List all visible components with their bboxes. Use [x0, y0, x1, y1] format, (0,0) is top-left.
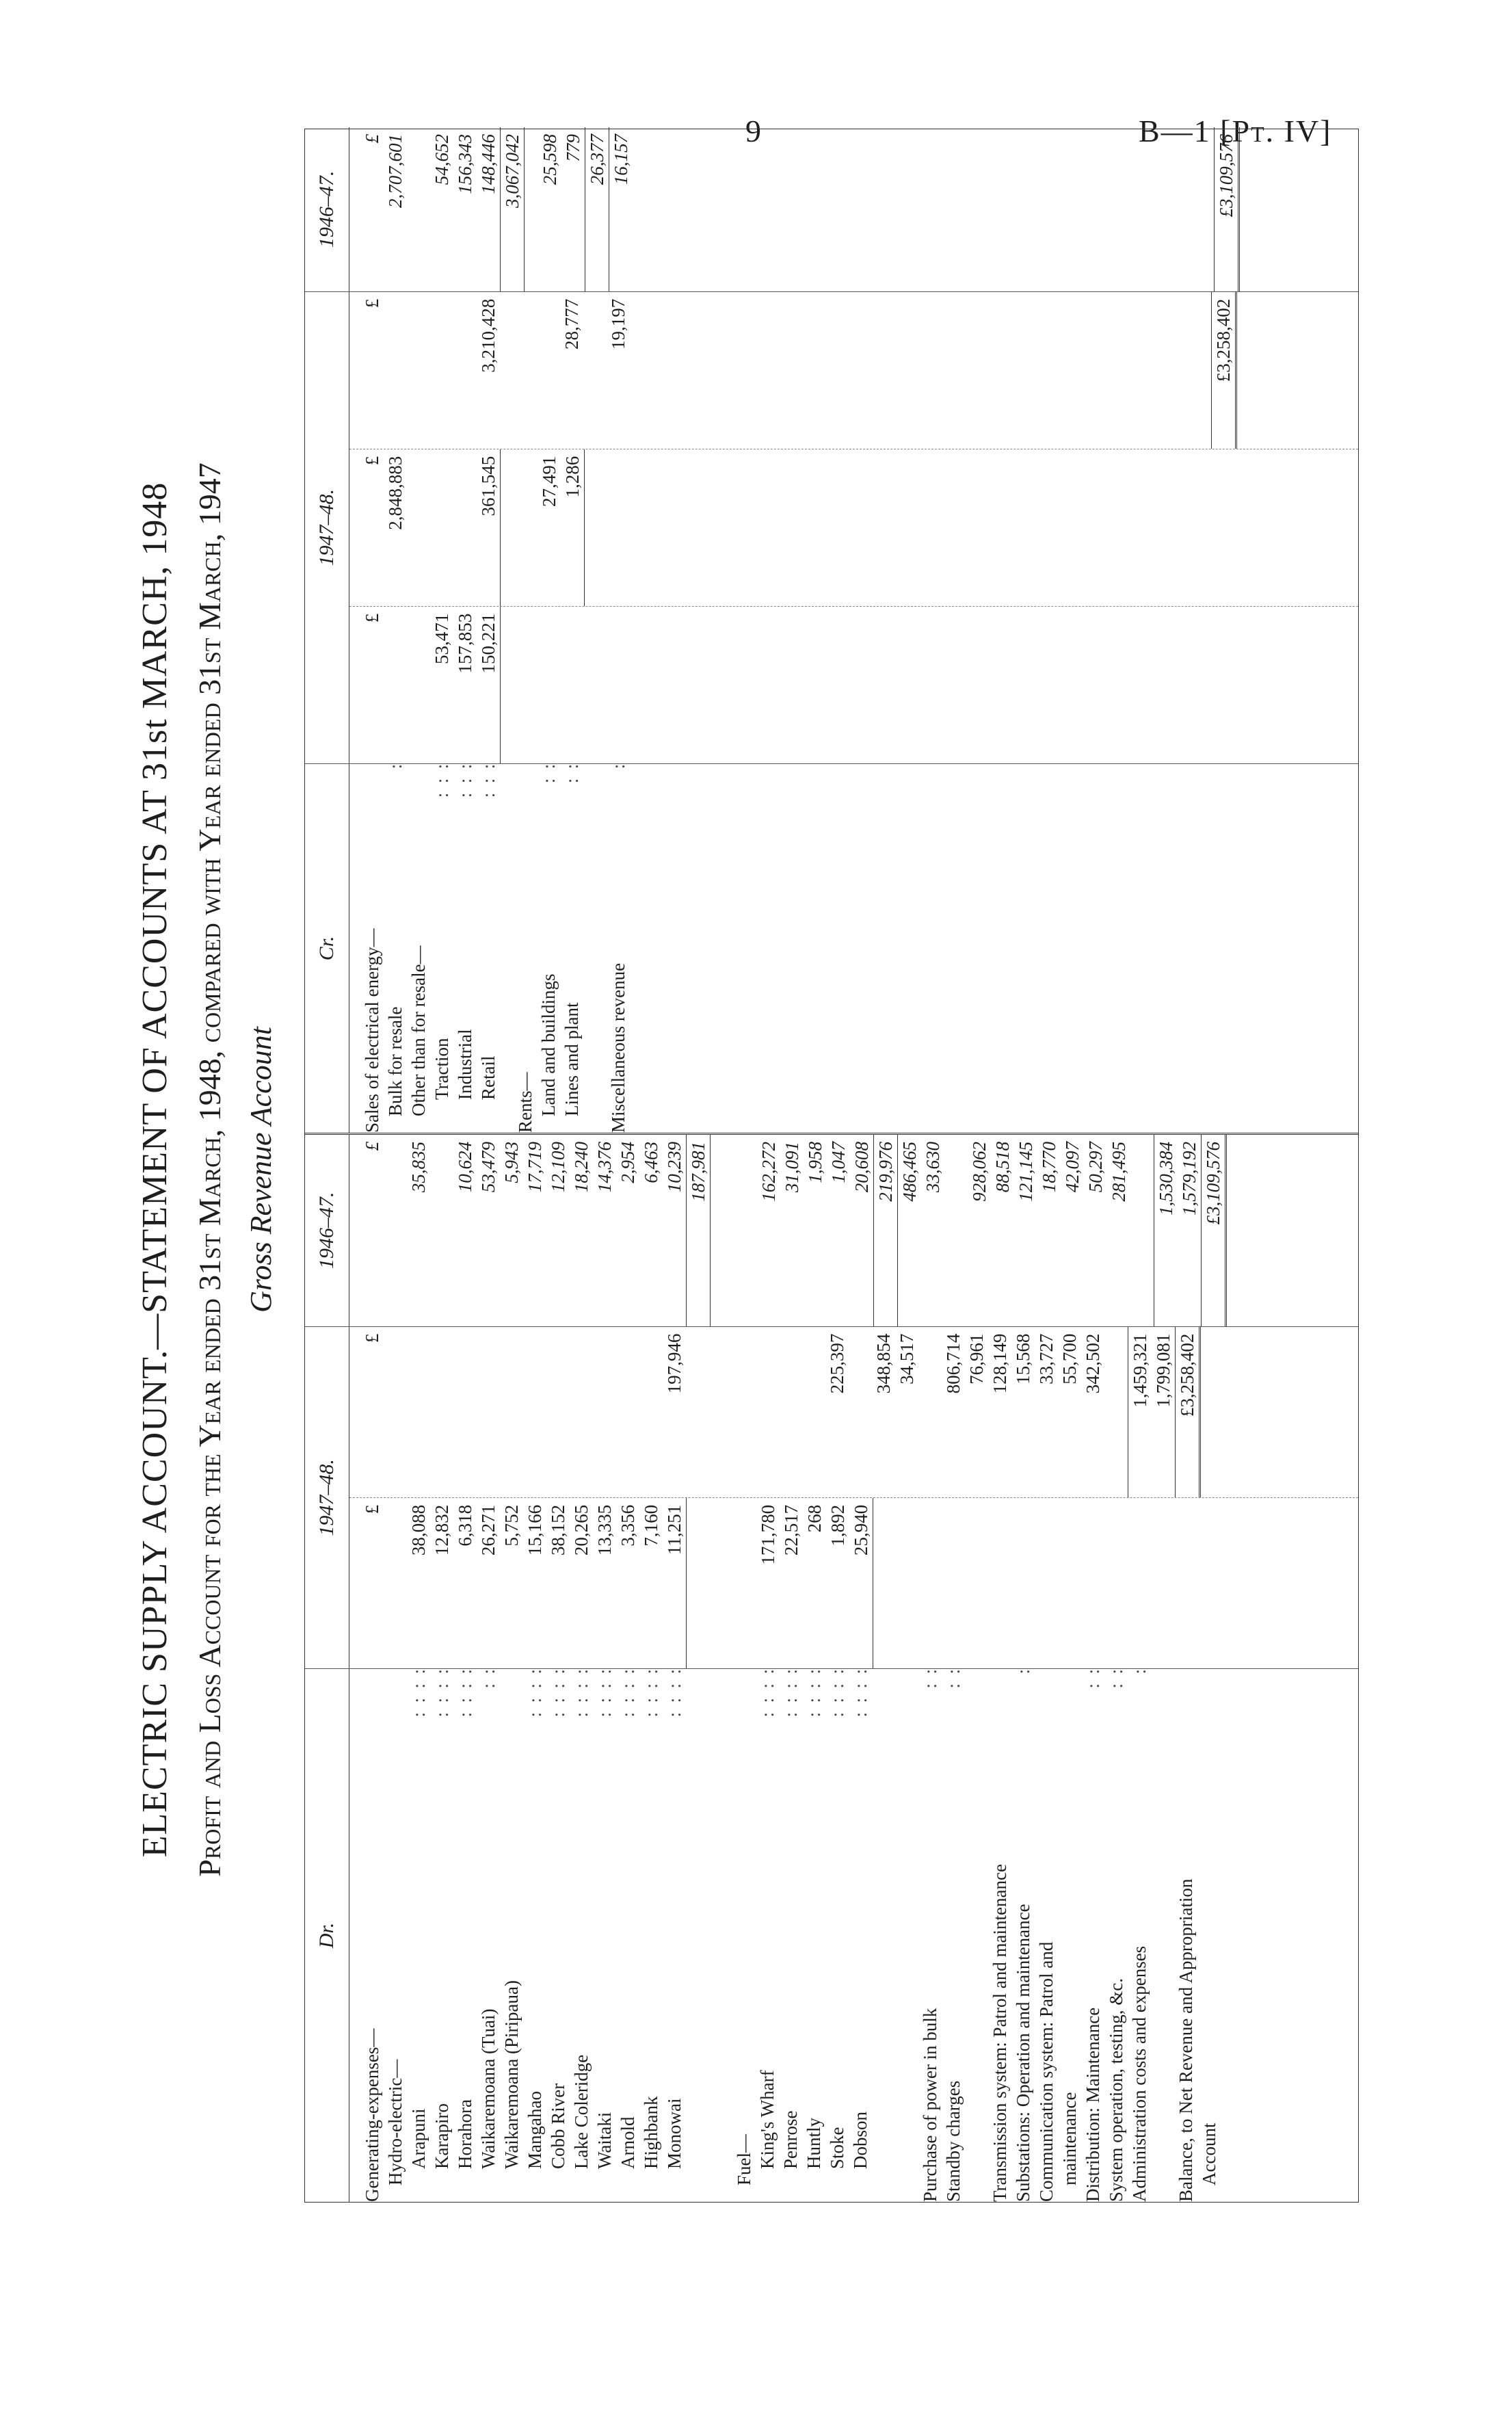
amount: 5,943	[501, 1142, 522, 1183]
fuel-total: 219,976	[874, 1135, 898, 1326]
dr-year-header-1948: 1947–48.	[305, 1327, 349, 1668]
station-row: Arapuni : : : :	[408, 1669, 429, 2169]
sales-heading: Sales of electrical energy—	[362, 928, 382, 1133]
amount: 10,624	[455, 1142, 475, 1193]
amount	[430, 1135, 453, 1326]
currency-symbol: £	[362, 1142, 382, 1151]
station-row: Waitaki : : : :	[594, 1669, 615, 2169]
station-row: Arnold : : : :	[618, 1669, 638, 2169]
cr-header: Cr.	[305, 764, 349, 1133]
amount: 34,517	[897, 1333, 917, 1384]
misc-row: Miscellaneous revenue :	[608, 763, 628, 1133]
amount: 26,271	[478, 1504, 499, 1556]
amount: 38,088	[408, 1504, 429, 1556]
administration-row: Administration costs and expenses :	[1129, 1669, 1150, 2202]
amount: 779	[561, 127, 585, 291]
cr-year-header-1947: 1946–47.	[305, 127, 349, 291]
amount: 33,630	[923, 1142, 943, 1193]
debit-side	[305, 1133, 1358, 2202]
amount: 162,272	[758, 1142, 779, 1202]
amount: 19,197	[608, 298, 628, 350]
system-operation-row: System operation, testing, &c. : :	[1106, 1669, 1126, 2202]
amount: 12,109	[548, 1142, 568, 1193]
dr-1946-47-column	[305, 1135, 1358, 1326]
station-row: Waikaremoana (Tuai) : :	[478, 1669, 499, 2169]
amount: 13,335	[594, 1504, 615, 1556]
amount: 2,848,883	[385, 456, 406, 530]
rents-total: 26,377	[585, 127, 609, 291]
page-number: 9	[745, 114, 761, 148]
land-row: Land and buildings : :	[538, 763, 559, 1116]
credit-label-column	[305, 763, 1358, 1133]
amount: 42,097	[1062, 1142, 1083, 1193]
amount: 348,854	[873, 1333, 894, 1394]
statement-subtitle: Profit and Loss Account for the Year ended 31st March, 1948, compared with Year ended 31st March, 1947	[192, 462, 227, 1877]
amount: 88,518	[992, 1142, 1013, 1193]
amount: 38,152	[548, 1504, 568, 1556]
amount: 15,568	[1013, 1333, 1033, 1384]
rents-heading: Rents—	[515, 1072, 535, 1133]
amount: 342,502	[1083, 1333, 1103, 1394]
amount: 128,149	[990, 1333, 1010, 1394]
amount: 148,446	[477, 127, 501, 291]
amount: 1,958	[805, 1142, 825, 1183]
amount: 268	[804, 1504, 825, 1533]
grand-total-1947: £3,109,576	[1214, 127, 1240, 291]
currency-symbol: £	[362, 298, 382, 308]
purchase-row: Purchase of power in bulk : :	[920, 1669, 940, 2202]
cr-1946-47-column	[305, 127, 1358, 291]
amount: 928,062	[969, 1142, 990, 1202]
currency-symbol: £	[362, 1504, 382, 1514]
amount: 1,459,321	[1128, 1327, 1152, 1497]
grand-total-1948: £3,258,402	[1175, 1327, 1201, 1497]
amount: 20,265	[571, 1504, 592, 1556]
amount: 53,471	[432, 613, 452, 664]
traction-row: Traction : : :	[432, 763, 452, 1100]
amount: 6,318	[455, 1504, 475, 1547]
fuel-row: Dobson : : : :	[850, 1669, 871, 2169]
retail-row: Retail : : :	[478, 763, 499, 1100]
grand-total-1948: £3,258,402	[1211, 292, 1237, 449]
amount: 2,954	[618, 1142, 638, 1183]
communication-row-cont: maintenance	[1059, 2092, 1080, 2185]
amount: 2,707,601	[385, 134, 406, 208]
amount: 486,465	[899, 1142, 920, 1202]
station-row: Mangahao : : : :	[525, 1669, 545, 2169]
lines-row: Lines and plant : :	[561, 763, 582, 1116]
amount: 55,700	[1059, 1333, 1080, 1384]
credit-side	[305, 127, 1358, 1133]
amount: 27,491	[539, 456, 559, 507]
station-row: Cobb River : : : :	[548, 1669, 568, 2169]
other-total: 361,545	[477, 449, 501, 606]
sales-total: 3,067,042	[501, 127, 525, 291]
currency-symbol: £	[362, 134, 382, 144]
fuel-row: Huntly : : : :	[804, 1669, 824, 2169]
balance-row: Balance, to Net Revenue and Appropriation	[1176, 1878, 1196, 2202]
amount: 16,157	[611, 134, 631, 185]
substations-row: Substations: Operation and maintenance :	[1013, 1669, 1033, 2202]
amount: 50,297	[1085, 1142, 1106, 1193]
fuel-total: 225,397	[827, 1333, 847, 1394]
fuel-row: King's Wharf : : : :	[757, 1669, 778, 2169]
amount: 1,047	[828, 1142, 849, 1183]
distribution-row: Distribution: Maintenance : :	[1083, 1669, 1103, 2202]
fuel-heading: Fuel—	[734, 2133, 754, 2185]
currency-symbol: £	[362, 456, 382, 466]
amount: 18,770	[1039, 1142, 1059, 1193]
amount: 121,145	[1016, 1142, 1036, 1202]
hydro-heading: Hydro-electric—	[385, 2059, 406, 2185]
amount: 11,251	[663, 1498, 687, 1668]
hydro-total: 187,981	[687, 1135, 711, 1326]
amount: 22,517	[781, 1504, 801, 1556]
amount: 18,240	[571, 1142, 592, 1193]
dr-1947-48-column	[305, 1326, 1358, 1668]
amount: 6,463	[641, 1142, 661, 1183]
cr-1947-48-column	[305, 291, 1358, 763]
amount: 156,343	[455, 134, 475, 194]
amount: 12,832	[432, 1504, 452, 1556]
account-name: Gross Revenue Account	[244, 1027, 278, 1313]
amount: 17,719	[525, 1142, 545, 1193]
account-sheet	[137, 109, 1422, 2230]
amount: 53,479	[478, 1142, 499, 1193]
amount: 3,356	[618, 1504, 638, 1547]
generating-heading: Generating-expenses—	[362, 2028, 382, 2202]
currency-symbol: £	[362, 613, 382, 623]
amount: 281,495	[1109, 1142, 1129, 1202]
station-row: Karapiro : : : :	[432, 1669, 452, 2169]
amount: 1,530,384	[1154, 1135, 1178, 1326]
amount: 76,961	[966, 1333, 987, 1384]
cr-year-header-1948: 1947–48.	[305, 292, 349, 763]
station-row: Highbank : : : :	[641, 1669, 661, 2169]
amount: 31,091	[782, 1142, 802, 1193]
transmission-row: Transmission system: Patrol and maintenance	[990, 1864, 1010, 2202]
amount: 806,714	[943, 1333, 964, 1394]
amount: 14,376	[594, 1142, 615, 1193]
dr-year-header-1947: 1946–47.	[305, 1135, 349, 1326]
balance-row-cont: Account	[1199, 2123, 1219, 2185]
sales-total: 3,210,428	[478, 298, 499, 373]
amount: 10,239	[663, 1135, 687, 1326]
station-row: Monowai : : : :	[664, 1669, 685, 2169]
amount: 150,221	[477, 607, 501, 763]
hydro-total: 197,946	[664, 1333, 685, 1394]
amount: 33,727	[1036, 1333, 1057, 1384]
amount: 20,608	[850, 1135, 874, 1326]
amount: 1,799,081	[1153, 1333, 1173, 1408]
station-row: Horahora : : : :	[455, 1669, 475, 2169]
fuel-row: Penrose : : : :	[780, 1669, 801, 2169]
dr-header: Dr.	[305, 1669, 349, 2202]
amount: 54,652	[432, 134, 452, 185]
amount: 15,166	[525, 1504, 545, 1556]
other-heading: Other than for resale—	[408, 945, 429, 1116]
debit-label-column	[305, 1668, 1358, 2202]
amount: 157,853	[455, 613, 475, 674]
amount: 5,752	[501, 1504, 522, 1547]
amount: 7,160	[641, 1504, 661, 1547]
station-row: Waikaremoana (Piripaua)	[501, 1980, 522, 2169]
amount: 1,286	[561, 449, 585, 606]
document-reference: B—1 [Pt. IV]	[1139, 114, 1332, 148]
grand-total-1947: £3,109,576	[1201, 1135, 1227, 1326]
amount: 1,892	[827, 1504, 848, 1547]
bulk-row: Bulk for resale :	[385, 763, 406, 1116]
rents-total: 28,777	[561, 298, 582, 350]
amount: 25,598	[540, 134, 560, 185]
currency-symbol: £	[362, 1333, 382, 1343]
industrial-row: Industrial : : :	[455, 763, 475, 1100]
statement-title: ELECTRIC SUPPLY ACCOUNT.—STATEMENT OF ACCOUNTS AT 31st MARCH, 1948	[135, 482, 174, 1858]
communication-row: Communication system: Patrol and	[1036, 1941, 1057, 2202]
amount: 1,579,192	[1179, 1142, 1199, 1215]
ledger-table	[304, 129, 1359, 2203]
amount: 35,835	[408, 1142, 429, 1193]
amount: 171,780	[758, 1504, 778, 1565]
standby-row: Standby charges : :	[943, 1669, 964, 2202]
amount: 25,940	[849, 1498, 873, 1668]
fuel-row: Stoke : : : :	[827, 1669, 847, 2169]
station-row: Lake Coleridge : : : :	[571, 1669, 592, 2169]
